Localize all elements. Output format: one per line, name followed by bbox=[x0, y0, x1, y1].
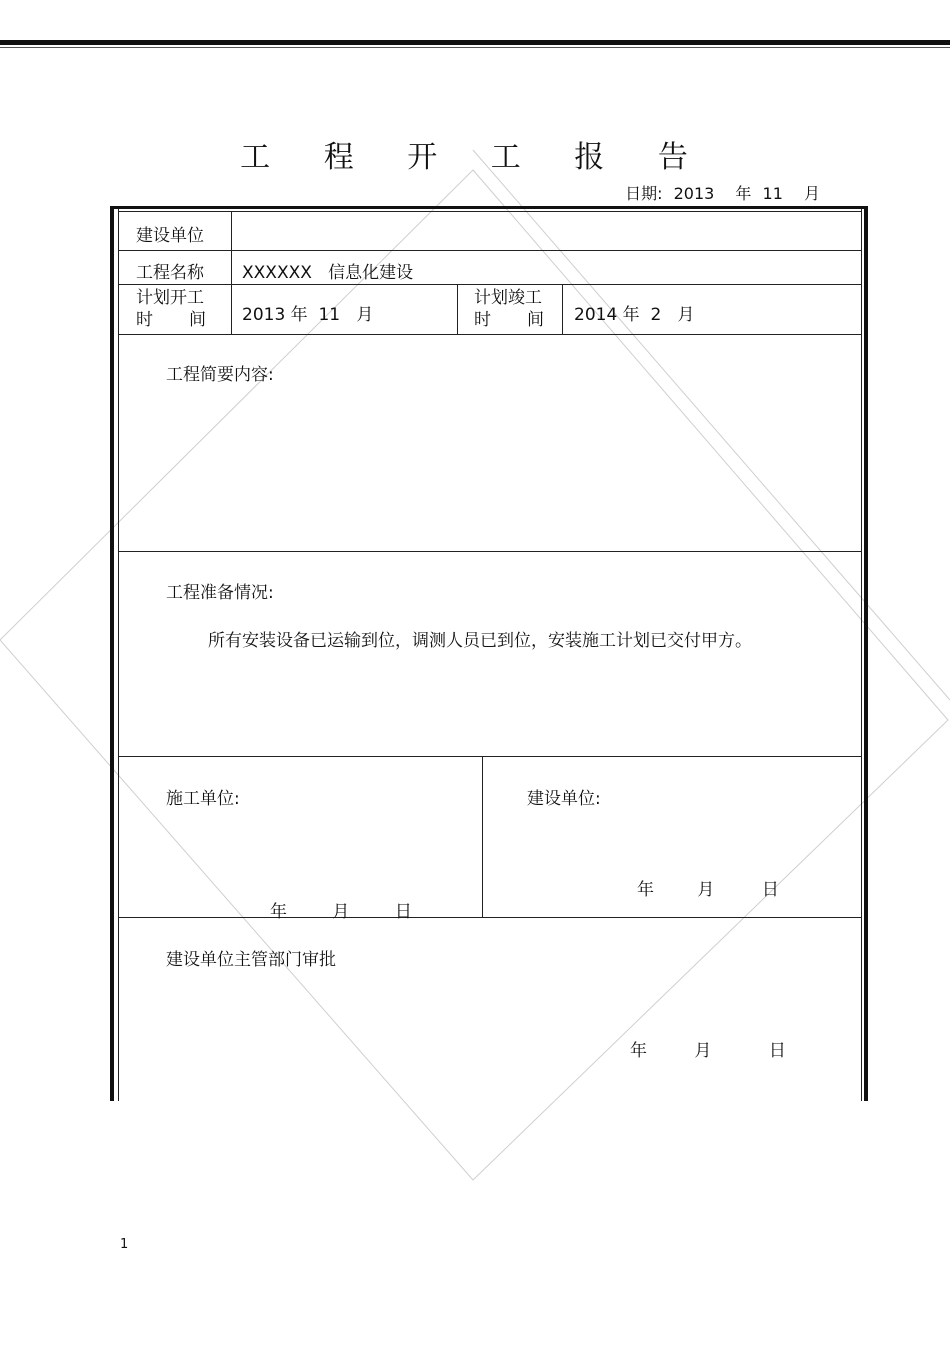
header-rule bbox=[0, 40, 950, 45]
row-line-1 bbox=[118, 250, 862, 251]
col-line-label bbox=[231, 211, 232, 335]
row-line-5 bbox=[118, 756, 862, 757]
row-line-4 bbox=[118, 551, 862, 552]
header-rule-thin bbox=[0, 47, 950, 48]
date-label: 日期: bbox=[625, 184, 663, 203]
summary-label: 工程简要内容: bbox=[166, 365, 274, 385]
col-line-sign bbox=[482, 756, 483, 918]
report-date bbox=[619, 181, 820, 204]
date-year: 2013 bbox=[673, 184, 715, 203]
plan-end-label-line2 bbox=[474, 309, 544, 331]
owner-month: 月 bbox=[697, 880, 715, 900]
prep-label: 工程准备情况: bbox=[166, 583, 274, 603]
prep-text: 所有安装设备已运输到位，调测人员已到位，安装施工计划已交付甲方。 bbox=[208, 631, 752, 651]
owner-date bbox=[637, 875, 779, 900]
inner-border-left bbox=[118, 209, 119, 1101]
construction-day: 日 bbox=[394, 902, 412, 922]
approval-year: 年 bbox=[630, 1041, 647, 1061]
plan-start-label-line2 bbox=[136, 309, 206, 331]
row-line-3 bbox=[118, 334, 862, 335]
approval-day: 日 bbox=[768, 1041, 786, 1061]
owner-year: 年 bbox=[637, 880, 654, 900]
document-title: 工 程 开 工 报 告 bbox=[240, 140, 710, 175]
plan-start-value[interactable]: 2013 年 11 月 bbox=[242, 305, 374, 325]
row-line-6 bbox=[118, 917, 862, 918]
plan-end-label-line1: 计划竣工 bbox=[474, 288, 542, 308]
approval-month: 月 bbox=[694, 1041, 712, 1061]
row-line-top bbox=[118, 211, 862, 212]
construction-month: 月 bbox=[332, 902, 350, 922]
owner-day: 日 bbox=[761, 880, 779, 900]
date-month-unit: 月 bbox=[803, 184, 820, 203]
plan-end-label-time-b: 间 bbox=[527, 310, 544, 330]
project-name-label: 工程名称 bbox=[136, 263, 204, 283]
plan-end-value[interactable]: 2014 年 2 月 bbox=[574, 305, 695, 325]
plan-end-label-time-a: 时 bbox=[474, 310, 491, 330]
plan-start-label-line1: 计划开工 bbox=[136, 288, 204, 308]
owner-unit-label: 建设单位: bbox=[527, 789, 601, 809]
plan-end-label bbox=[474, 287, 544, 331]
report-table bbox=[110, 206, 868, 1101]
construction-year: 年 bbox=[270, 902, 287, 922]
plan-start-label bbox=[136, 287, 206, 331]
construction-date bbox=[270, 897, 412, 922]
inner-border-right bbox=[861, 209, 862, 1101]
plan-start-label-time-b: 间 bbox=[189, 310, 206, 330]
build-unit-label: 建设单位 bbox=[136, 226, 204, 246]
plan-start-label-time-a: 时 bbox=[136, 310, 153, 330]
approval-label: 建设单位主管部门审批 bbox=[166, 950, 336, 970]
col-line-mid1 bbox=[457, 284, 458, 335]
date-year-unit: 年 bbox=[735, 184, 752, 203]
approval-date bbox=[630, 1036, 786, 1061]
project-name-value[interactable]: XXXXXX 信息化建设 bbox=[242, 263, 414, 283]
construction-unit-label: 施工单位: bbox=[166, 789, 240, 809]
row-line-2 bbox=[118, 284, 862, 285]
col-line-mid2 bbox=[562, 284, 563, 335]
page-number: 1 bbox=[120, 1237, 129, 1252]
date-month: 11 bbox=[762, 184, 783, 203]
